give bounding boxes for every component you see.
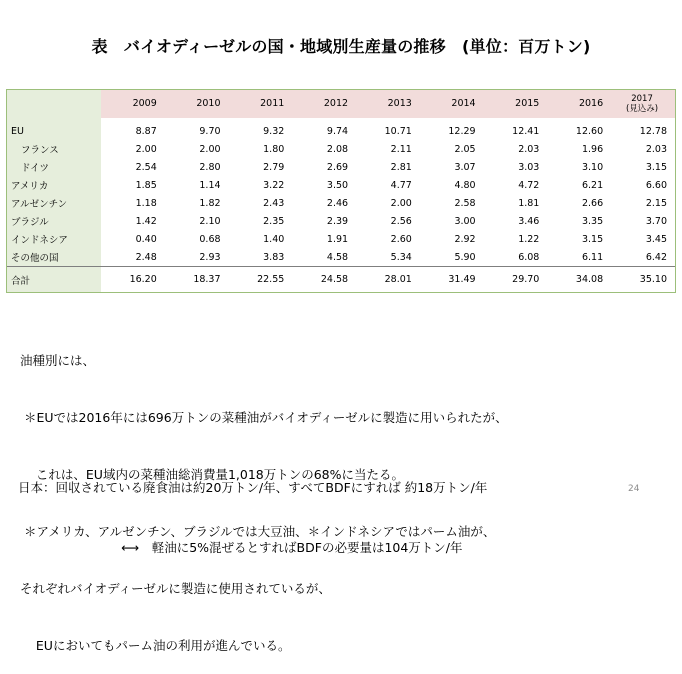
value-cell: 2.15 (645, 197, 667, 209)
note-line: それぞれバイオディーゼルに製造に使用されているが、 (20, 581, 331, 596)
value-cell: 2.00 (199, 143, 221, 155)
total-value-cell: 31.49 (420, 267, 484, 292)
value-cell: 1.42 (135, 215, 157, 227)
value-cell: 2.39 (326, 215, 349, 227)
total-row (7, 267, 675, 292)
value-cell: 3.07 (454, 161, 476, 173)
value-cell: 6.08 (518, 251, 540, 263)
year-header: 2017 (見込み) (611, 90, 675, 118)
row-label: フランス (7, 140, 101, 158)
total-value-cell: 22.55 (229, 267, 293, 292)
value-cell: 3.22 (263, 179, 285, 191)
note-line: 油種別には、 (20, 353, 96, 368)
value-cell: 1.14 (199, 179, 221, 191)
table-row (7, 176, 675, 194)
table-row (7, 140, 675, 158)
table-row (7, 194, 675, 212)
value-cell: 2.80 (199, 161, 221, 173)
value-cell: 1.40 (263, 233, 285, 245)
value-cell: 2.00 (135, 143, 157, 155)
value-cell: 2.54 (135, 161, 157, 173)
total-value-cell: 28.01 (356, 267, 420, 292)
table-row (7, 118, 675, 140)
value-cell: 1.91 (326, 233, 349, 245)
table-row (7, 230, 675, 248)
page-title: 表 バイオディーゼルの国・地域別生産量の推移 (単位：百万トン) (91, 37, 591, 56)
note-line: これは、EU域内の菜種油総消費量1,018万トンの68%に当たる。 (20, 467, 405, 482)
value-cell: 3.70 (645, 215, 667, 227)
value-cell: 3.83 (263, 251, 285, 263)
value-cell: 3.50 (326, 179, 349, 191)
value-cell: 4.72 (518, 179, 540, 191)
value-cell: 4.80 (454, 179, 476, 191)
value-cell: 6.11 (581, 251, 604, 263)
year-header: 2016 (547, 90, 611, 118)
row-label: ブラジル (7, 212, 101, 230)
value-cell: 2.69 (326, 161, 349, 173)
value-cell: 2.43 (263, 197, 285, 209)
value-cell: 1.81 (518, 197, 540, 209)
footer-line: 日本：回収されている廃食油は約20万トン/年、すべてBDFにすれば 約18万トン/年 (18, 480, 488, 495)
value-cell: 2.35 (263, 215, 285, 227)
row-label: インドネシア (7, 230, 101, 248)
table-row (7, 158, 675, 176)
value-cell: 3.00 (454, 215, 476, 227)
value-cell: 3.15 (581, 233, 604, 245)
row-label: アルゼンチン (7, 194, 101, 212)
row-label: EU (7, 118, 101, 140)
value-cell: 2.56 (390, 215, 412, 227)
value-cell: 1.80 (263, 143, 285, 155)
value-cell: 2.92 (454, 233, 476, 245)
value-cell: 2.46 (326, 197, 349, 209)
value-cell: 3.35 (581, 215, 604, 227)
value-cell: 0.68 (199, 233, 221, 245)
value-cell: 0.40 (135, 233, 157, 245)
value-cell: 8.87 (135, 125, 157, 137)
value-cell: 2.11 (390, 143, 412, 155)
value-cell: 1.18 (135, 197, 157, 209)
row-label: ドイツ (7, 158, 101, 176)
value-cell: 9.32 (263, 125, 285, 137)
year-header: 2012 (292, 90, 356, 118)
total-value-cell: 34.08 (547, 267, 611, 292)
value-cell: 1.82 (199, 197, 221, 209)
production-table-container (6, 89, 676, 293)
value-cell: 3.46 (518, 215, 540, 227)
total-value-cell: 16.20 (101, 267, 165, 292)
value-cell: 2.93 (199, 251, 221, 263)
year-header: 2010 (165, 90, 229, 118)
footer-line: ⟷ 軽油に5%混ぜるとすればBDFの必要量は104万トン/年 (18, 540, 463, 555)
value-cell: 6.60 (645, 179, 667, 191)
row-label: アメリカ (7, 176, 101, 194)
total-value-cell: 18.37 (165, 267, 229, 292)
value-cell: 2.60 (390, 233, 412, 245)
value-cell: 1.22 (518, 233, 540, 245)
value-cell: 9.74 (326, 125, 349, 137)
value-cell: 6.42 (645, 251, 667, 263)
value-cell: 2.08 (326, 143, 349, 155)
value-cell: 3.15 (645, 161, 667, 173)
total-value-cell: 35.10 (611, 267, 675, 292)
value-cell: 5.90 (454, 251, 476, 263)
value-cell: 12.78 (639, 125, 667, 137)
value-cell: 10.71 (384, 125, 412, 137)
note-line: EUにおいてもパーム油の利用が進んでいる。 (20, 638, 291, 653)
year-header: 2014 (420, 90, 484, 118)
row-label: その他の国 (7, 248, 101, 267)
japan-footnote (18, 438, 487, 578)
value-cell: 3.10 (581, 161, 604, 173)
value-cell: 2.10 (199, 215, 221, 227)
value-cell: 2.48 (135, 251, 157, 263)
value-cell: 6.21 (581, 179, 604, 191)
year-header: 2015 (484, 90, 548, 118)
year-header: 2011 (229, 90, 293, 118)
note-line: ＊EUでは2016年には696万トンの菜種油がバイオディーゼルに製造に用いられたが、 (20, 410, 508, 425)
value-cell: 12.60 (575, 125, 604, 137)
total-value-cell: 29.70 (484, 267, 548, 292)
value-cell: 2.81 (390, 161, 412, 173)
value-cell: 2.00 (390, 197, 412, 209)
value-cell: 3.03 (518, 161, 540, 173)
value-cell: 1.96 (581, 143, 604, 155)
value-cell: 4.58 (326, 251, 349, 263)
value-cell: 5.34 (390, 251, 412, 263)
value-cell: 2.58 (454, 197, 476, 209)
production-table (7, 90, 675, 292)
table-corner-cell (7, 90, 101, 118)
value-cell: 12.41 (512, 125, 540, 137)
value-cell: 3.45 (645, 233, 667, 245)
year-header: 2009 (101, 90, 165, 118)
total-value-cell: 24.58 (292, 267, 356, 292)
value-cell: 2.66 (581, 197, 604, 209)
note-line: ＊アメリカ、アルゼンチン、ブラジルでは大豆油、＊インドネシアではパーム油が、 (20, 524, 496, 539)
value-cell: 2.79 (263, 161, 285, 173)
value-cell: 2.03 (645, 143, 667, 155)
value-cell: 12.29 (448, 125, 476, 137)
value-cell: 9.70 (199, 125, 221, 137)
value-cell: 2.03 (518, 143, 540, 155)
year-header: 2013 (356, 90, 420, 118)
value-cell: 1.85 (135, 179, 157, 191)
value-cell: 2.05 (454, 143, 476, 155)
page-number: 24 (628, 484, 640, 494)
value-cell: 4.77 (390, 179, 412, 191)
table-row (7, 248, 675, 267)
total-label: 合計 (7, 267, 101, 292)
table-header-row (7, 90, 675, 118)
table-row (7, 212, 675, 230)
